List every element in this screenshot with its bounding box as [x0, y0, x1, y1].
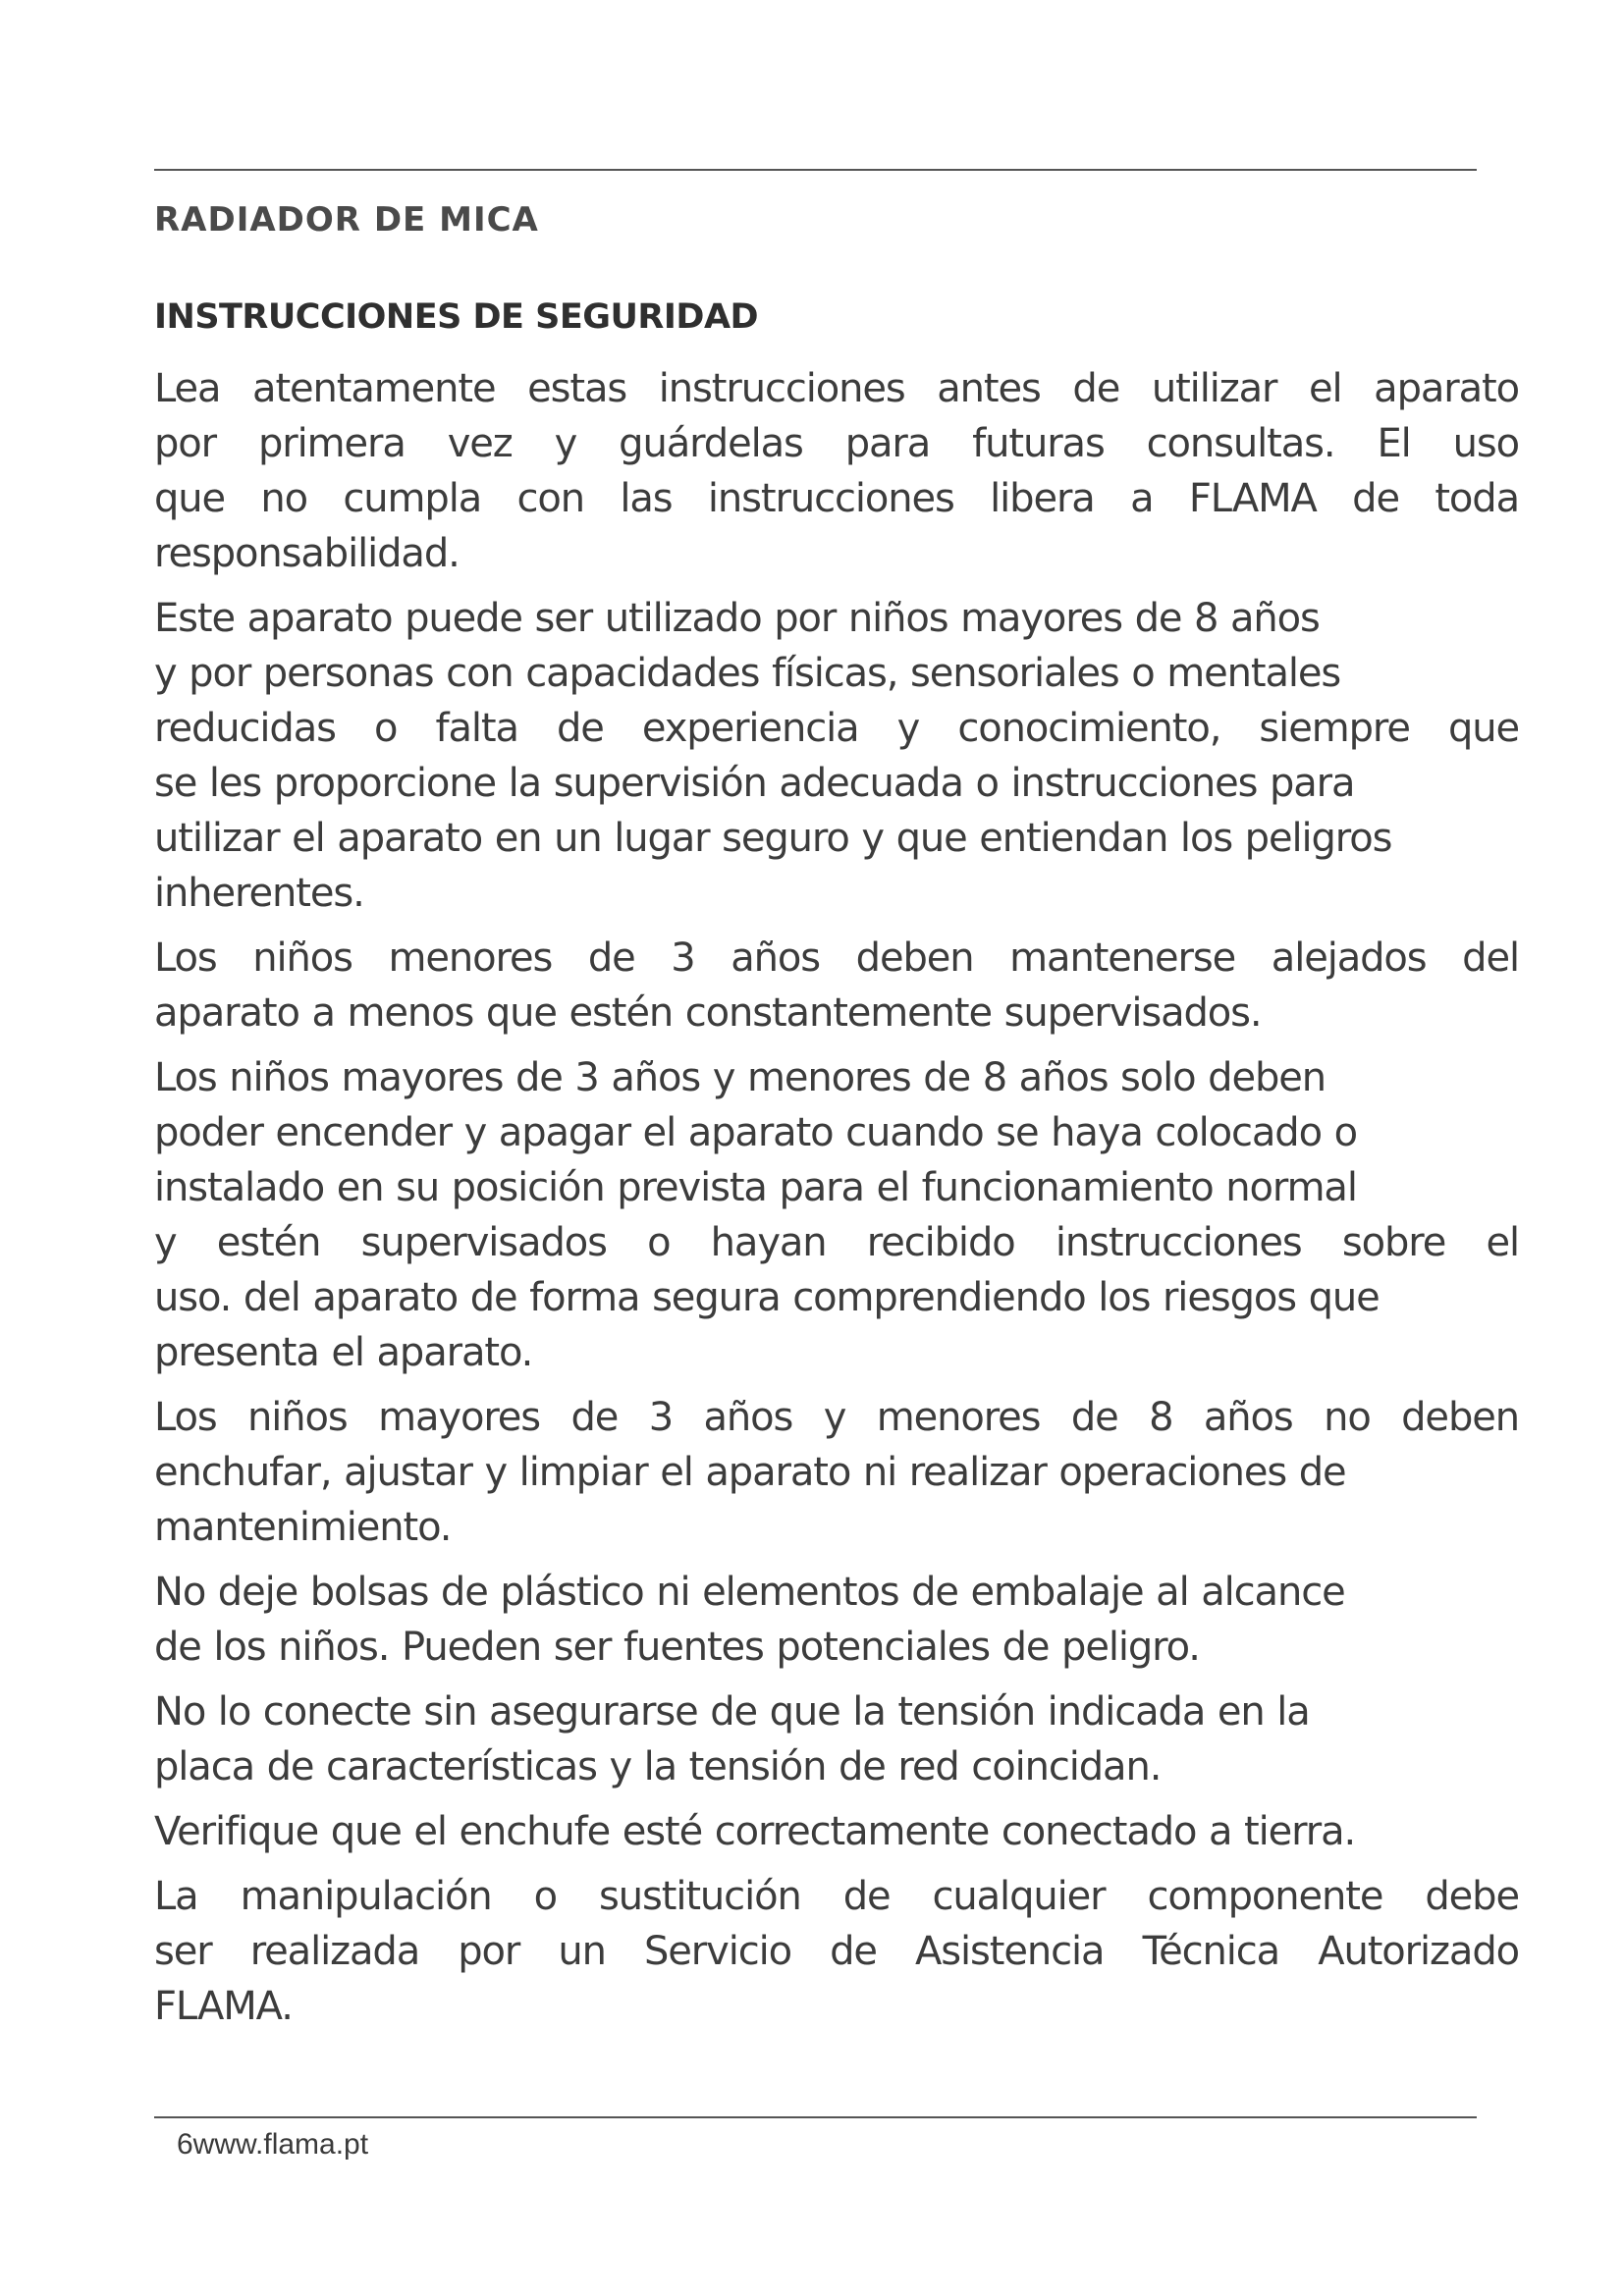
text-line: enchufar, ajustar y limpiar el aparato ni realizar operaciones de [154, 1450, 1346, 1495]
text-line: Verifique que el enchufe esté correctamente conectado a tierra. [154, 1809, 1356, 1854]
text-line: instalado en su posición prevista para el funcionamiento normal [154, 1165, 1357, 1210]
text-line: reducidas o falta de experiencia y conocimiento, siempre que [154, 706, 1519, 751]
text-line: Los niños mayores de 3 años y menores de 8 años no deben [154, 1395, 1519, 1440]
paragraph-children-under-3 [154, 931, 1519, 1041]
text-line: Lea atentamente estas instrucciones antes de utilizar el aparato [154, 366, 1519, 411]
body-text [154, 361, 1519, 2044]
text-line: por primera vez y guárdelas para futuras consultas. El uso [154, 421, 1519, 466]
paragraph-children-3-to-8-operation [154, 1050, 1519, 1380]
text-line: se les proporcione la supervisión adecuada o instrucciones para [154, 761, 1355, 806]
paragraph-intro [154, 361, 1519, 581]
text-line: inherentes. [154, 871, 364, 916]
text-line: uso. del aparato de forma segura comprendiendo los riesgos que [154, 1275, 1380, 1320]
text-line: ser realizada por un Servicio de Asistencia Técnica Autorizado [154, 1929, 1519, 1974]
paragraph-children-3-to-8-maintenance [154, 1390, 1519, 1555]
text-line: presenta el aparato. [154, 1330, 533, 1375]
text-line: y por personas con capacidades físicas, sensoriales o mentales [154, 651, 1341, 696]
paragraph-service [154, 1869, 1519, 2034]
text-line: utilizar el aparato en un lugar seguro y que entiendan los peligros [154, 816, 1392, 861]
text-line: aparato a menos que estén constantemente supervisados. [154, 990, 1262, 1036]
text-line: poder encender y apagar el aparato cuando se haya colocado o [154, 1110, 1357, 1155]
text-line: Los niños mayores de 3 años y menores de 8 años solo deben [154, 1055, 1326, 1100]
footer-divider [154, 2116, 1477, 2118]
text-line: Los niños menores de 3 años deben mantenerse alejados del [154, 935, 1519, 981]
paragraph-usage-by-children [154, 591, 1519, 921]
text-line: Este aparato puede ser utilizado por niños mayores de 8 años [154, 596, 1320, 641]
footer-page-url: 6www.flama.pt [177, 2128, 369, 2161]
section-title: INSTRUCCIONES DE SEGURIDAD [154, 297, 759, 337]
text-line: de los niños. Pueden ser fuentes potenciales de peligro. [154, 1625, 1200, 1670]
text-line: No lo conecte sin asegurarse de que la tensión indicada en la [154, 1689, 1310, 1735]
document-header-label: RADIADOR DE MICA [154, 200, 539, 240]
text-line: FLAMA. [154, 1984, 293, 2029]
text-line: La manipulación o sustitución de cualquier componente debe [154, 1874, 1519, 1919]
text-line: y estén supervisados o hayan recibido instrucciones sobre el [154, 1220, 1519, 1265]
text-line: placa de características y la tensión de red coincidan. [154, 1744, 1162, 1789]
paragraph-voltage [154, 1684, 1519, 1794]
text-line: responsabilidad. [154, 531, 460, 576]
text-line: mantenimiento. [154, 1505, 452, 1550]
paragraph-grounding [154, 1804, 1519, 1859]
header-divider [154, 169, 1477, 171]
text-line: No deje bolsas de plástico ni elementos de embalaje al alcance [154, 1570, 1345, 1615]
paragraph-packaging [154, 1565, 1519, 1675]
text-line: que no cumpla con las instrucciones libera a FLAMA de toda [154, 476, 1519, 521]
